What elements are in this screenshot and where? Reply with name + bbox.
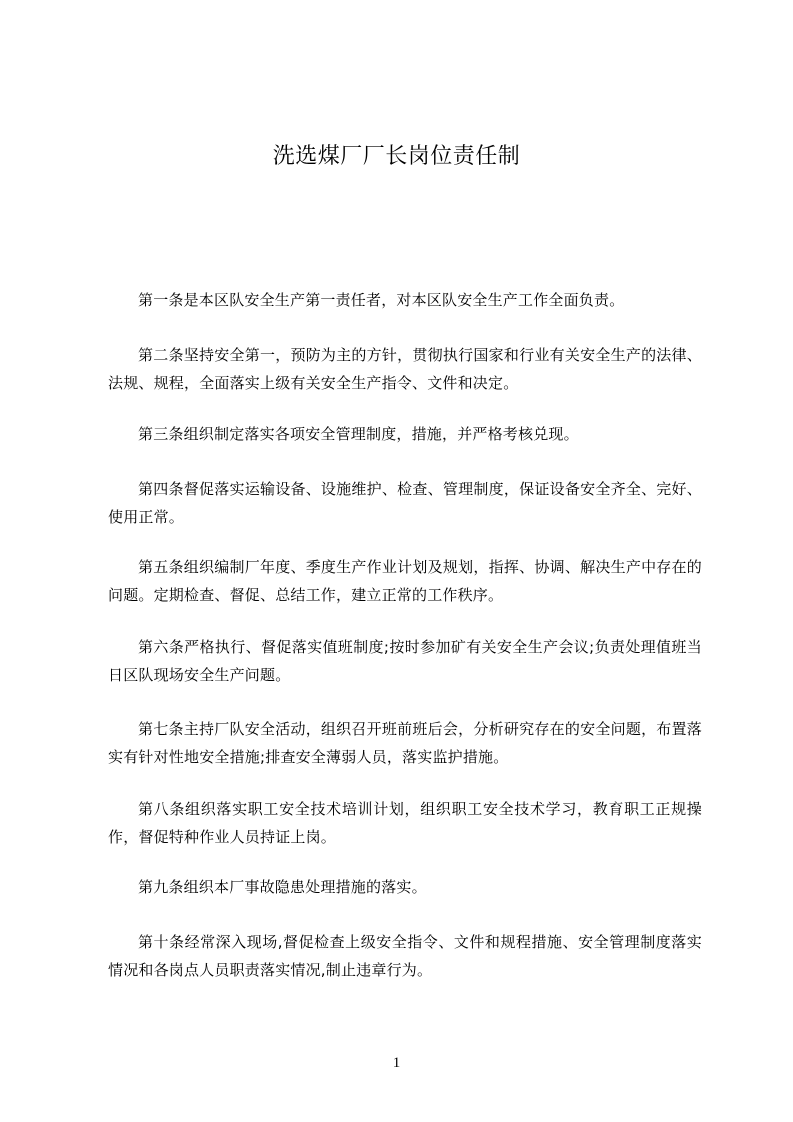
- article-4: 第四条督促落实运输设备、设施维护、检查、管理制度，保证设备安全齐全、完好、使用正常。: [108, 480, 702, 526]
- article-7: 第七条主持厂队安全活动，组织召开班前班后会，分析研究存在的安全问题，布置落实有针对性地安全措施;排查安全薄弱人员，落实监护措施。: [108, 720, 702, 766]
- article-6: 第六条严格执行、督促落实值班制度;按时参加矿有关安全生产会议;负责处理值班当日区队现场安全生产问题。: [108, 638, 702, 684]
- article-3: 第三条组织制定落实各项安全管理制度，措施，并严格考核兑现。: [138, 425, 579, 443]
- article-9: 第九条组织本厂事故隐患处理措施的落实。: [138, 878, 427, 896]
- article-8: 第八条组织落实职工安全技术培训计划，组织职工安全技术学习，教育职工正规操作，督促特种作业人员持证上岗。: [108, 800, 702, 846]
- page-number: 1: [392, 1055, 401, 1071]
- article-10: 第十条经常深入现场,督促检查上级安全指令、文件和规程措施、安全管理制度落实情况和各岗点人员职责落实情况,制止违章行为。: [108, 933, 702, 979]
- article-5: 第五条组织编制厂年度、季度生产作业计划及规划，指挥、协调、解决生产中存在的问题。定期检查、督促、总结工作，建立正常的工作秩序。: [108, 558, 702, 604]
- article-1: 第一条是本区队安全生产第一责任者，对本区队安全生产工作全面负责。: [138, 291, 625, 309]
- document-title: 洗选煤厂厂长岗位责任制: [272, 144, 521, 169]
- article-2: 第二条坚持安全第一，预防为主的方针，贯彻执行国家和行业有关安全生产的法律、法规、规程，全面落实上级有关安全生产指令、文件和决定。: [108, 346, 702, 392]
